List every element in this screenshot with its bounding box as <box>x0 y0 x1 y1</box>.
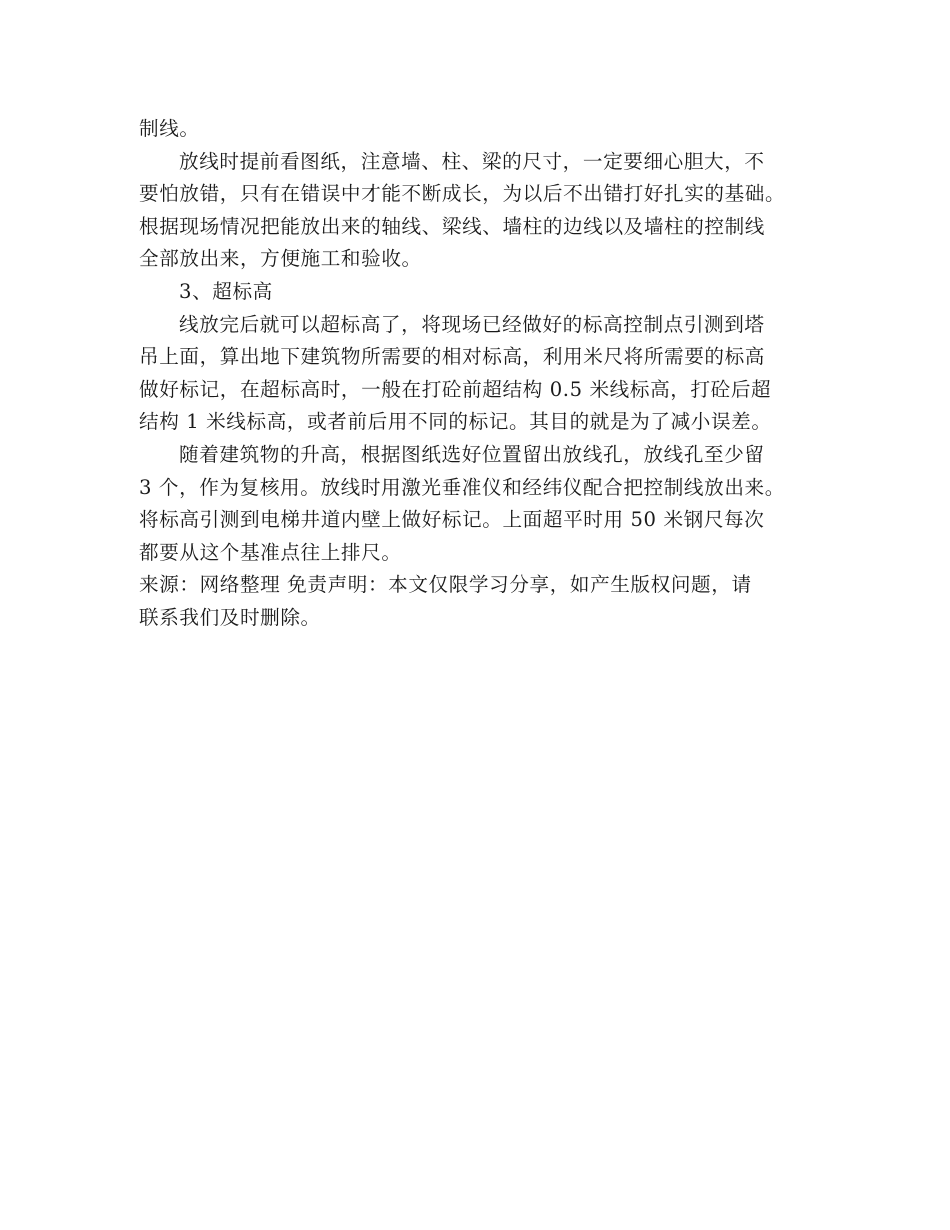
text-line: 吊上面，算出地下建筑物所需要的相对标高，利用米尺将所需要的标高 <box>139 345 766 369</box>
paragraph-start-line: 放线时提前看图纸，注意墙、柱、梁的尺寸，一定要细心胆大，不 <box>179 149 765 173</box>
paragraph-start-line: 线放完后就可以超标高了，将现场已经做好的标高控制点引测到塔 <box>179 312 765 336</box>
paragraph-start-line: 随着建筑物的升高，根据图纸选好位置留出放线孔，放线孔至少留 <box>179 442 765 466</box>
text-line: 都要从这个基准点往上排尺。 <box>139 540 402 564</box>
disclaimer-line: 来源：网络整理 免责声明：本文仅限学习分享，如产生版权问题，请 <box>139 573 752 597</box>
text-line: 将标高引测到电梯井道内壁上做好标记。上面超平时用 50 米钢尺每次 <box>139 508 765 532</box>
text-line: 制线。 <box>139 117 200 140</box>
section-heading: 3、超标高 <box>179 279 273 303</box>
disclaimer-line: 联系我们及时删除。 <box>139 605 321 629</box>
text-line: 3 个，作为复核用。放线时用激光垂准仪和经纬仪配合把控制线放出来。 <box>139 475 785 499</box>
text-line: 做好标记，在超标高时，一般在打砼前超结构 0.5 米线标高，打砼后超 <box>139 377 772 401</box>
text-line: 要怕放错，只有在错误中才能不断成长，为以后不出错打好扎实的基础。 <box>139 182 786 206</box>
text-line: 结构 1 米线标高，或者前后用不同的标记。其目的就是为了减小误差。 <box>139 410 772 434</box>
text-line: 根据现场情况把能放出来的轴线、梁线、墙柱的边线以及墙柱的控制线 <box>139 214 766 238</box>
text-line: 全部放出来，方便施工和验收。 <box>139 247 422 271</box>
document-body <box>139 113 819 635</box>
